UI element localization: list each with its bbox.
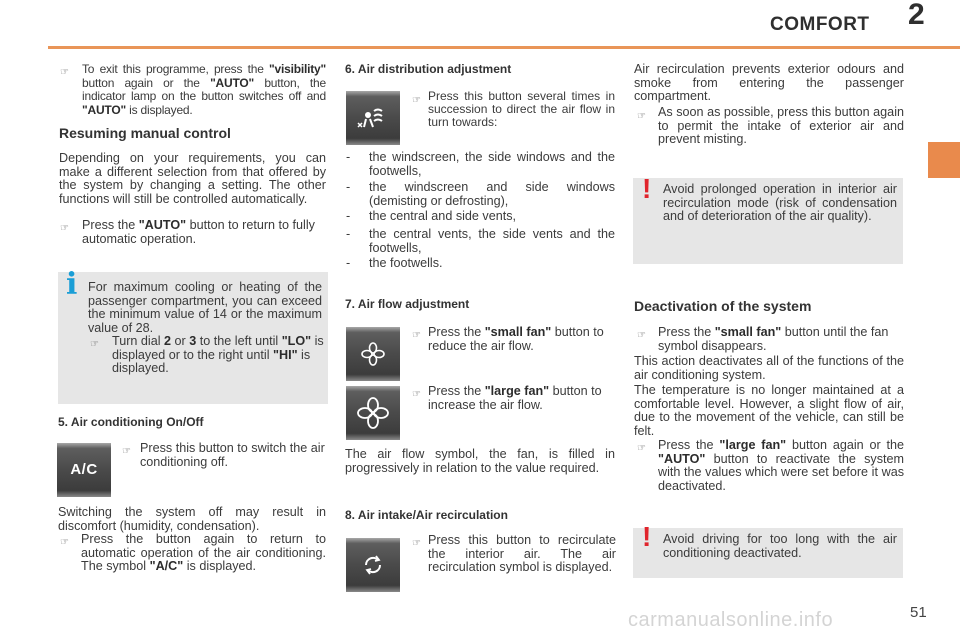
bullet-icon: ☞	[60, 67, 69, 78]
large-fan-button-image	[346, 386, 400, 440]
bullet-icon: ☞	[90, 339, 99, 350]
list-dash: -	[346, 227, 351, 241]
distribution-item: the central and side vents,	[369, 209, 517, 223]
distribution-button-image	[346, 91, 400, 145]
recirculation-heading: 8. Air intake/Air recirculation	[345, 508, 508, 522]
bullet-icon: ☞	[412, 389, 421, 400]
reactivation-bullet: Press the "large fan" button again or the "AUTO" button to reactivate the system with the values which were set before it was deactivated.	[658, 438, 904, 493]
resume-bullet: Press the "AUTO" button to return to fully automatic operation.	[82, 218, 315, 246]
recirculation-button-image	[346, 538, 400, 592]
header-divider	[48, 46, 960, 49]
page-number: 51	[910, 604, 927, 621]
bullet-icon: ☞	[637, 330, 646, 341]
large-fan-bullet: Press the "large fan" button to increase the air flow.	[428, 384, 602, 412]
distribution-item: the central vents, the side vents and the footwells,	[369, 227, 615, 255]
chapter-number: 2	[908, 0, 925, 31]
distribution-item: the windscreen and side windows (demisting or defrosting),	[369, 180, 615, 208]
deactivation-bullet: Press the "small fan" button until the fan symbol disappears.	[658, 325, 889, 353]
chapter-tab	[928, 142, 960, 178]
warning-text-recirculation: Avoid prolonged operation in interior air recirculation mode (risk of condensation and of deterioration of the air quality).	[663, 182, 897, 224]
ac-text: Switching the system off may result in discomfort (humidity, condensation).	[58, 505, 326, 533]
watermark: carmanualsonline.info	[628, 609, 834, 631]
deactivation-text-2: The temperature is no longer maintained at a comfortable level. However, a slight flow of air, due to the movement of the vehicle, can still be felt.	[634, 383, 904, 438]
info-box-text: For maximum cooling or heating of the passenger compartment, you can exceed the minimum value of 14 or the maximum value of 28.	[88, 280, 322, 335]
warning-text-deactivation: Avoid driving for too long with the air conditioning deactivated.	[663, 532, 897, 560]
bullet-icon: ☞	[637, 443, 646, 454]
deactivation-heading: Deactivation of the system	[634, 298, 812, 314]
large-fan-icon	[346, 386, 400, 440]
bullet-icon: ☞	[412, 95, 421, 106]
airflow-heading: 7. Air flow adjustment	[345, 297, 470, 311]
ac-button-image	[57, 443, 111, 497]
ac-heading: 5. Air conditioning On/Off	[58, 415, 204, 429]
deactivation-text-1: This action deactivates all of the functions of the air conditioning system.	[634, 354, 904, 382]
page-title: COMFORT	[770, 14, 870, 35]
bullet-icon: ☞	[412, 330, 421, 341]
small-fan-button-image	[346, 327, 400, 381]
airflow-text: The air flow symbol, the fan, is filled in progressively in relation to the value required.	[345, 447, 615, 475]
small-fan-bullet: Press the "small fan" button to reduce the air flow.	[428, 325, 604, 353]
exit-programme-text: To exit this programme, press the "visibility" button again or the "AUTO" button, the indicator lamp on the button switches off and "AUTO" is displayed.	[82, 62, 326, 117]
list-dash: -	[346, 150, 351, 164]
ac-bullet: Press this button to switch the air conditioning off.	[140, 441, 325, 469]
distribution-bullet: Press this button several times in succession to direct the air flow in turn towards:	[428, 89, 615, 129]
bullet-icon: ☞	[60, 223, 69, 234]
ac-button-label: A/C	[70, 461, 98, 479]
bullet-icon: ☞	[122, 446, 131, 457]
info-icon: i	[66, 267, 78, 302]
distribution-heading: 6. Air distribution adjustment	[345, 62, 512, 76]
list-dash: -	[346, 256, 351, 270]
bullet-icon: ☞	[412, 538, 421, 549]
info-box-bullet: Turn dial 2 or 3 to the left until "LO" is displayed or to the right until "HI" is displayed.	[112, 334, 324, 376]
warning-icon: !	[642, 173, 652, 204]
small-fan-icon	[346, 327, 400, 381]
warning-icon: !	[642, 521, 652, 552]
list-dash: -	[346, 180, 351, 194]
recirculation-bullet-2: As soon as possible, press this button again to permit the intake of exterior air and prevent misting.	[658, 105, 904, 147]
distribution-item: the windscreen, the side windows and the footwells,	[369, 150, 615, 178]
ac-bullet-2: Press the button again to return to automatic operation of the air conditioning. The symbol "A/C" is displayed.	[81, 532, 326, 574]
list-dash: -	[346, 209, 351, 223]
resume-text: Depending on your requirements, you can make a different selection from that offered by the system by changing a setting. The other functions will still be controlled automatically.	[59, 151, 326, 206]
bullet-icon: ☞	[60, 537, 69, 548]
recirculation-text: Air recirculation prevents exterior odours and smoke from entering the passenger compartment.	[634, 62, 904, 104]
bullet-icon: ☞	[637, 111, 646, 122]
air-distribution-icon	[346, 91, 400, 145]
recirculation-icon	[346, 538, 400, 592]
recirculation-bullet: Press this button to recirculate the interior air. The air recirculation symbol is displayed.	[428, 533, 616, 575]
distribution-item: the footwells.	[369, 256, 443, 270]
resume-heading: Resuming manual control	[59, 125, 231, 141]
